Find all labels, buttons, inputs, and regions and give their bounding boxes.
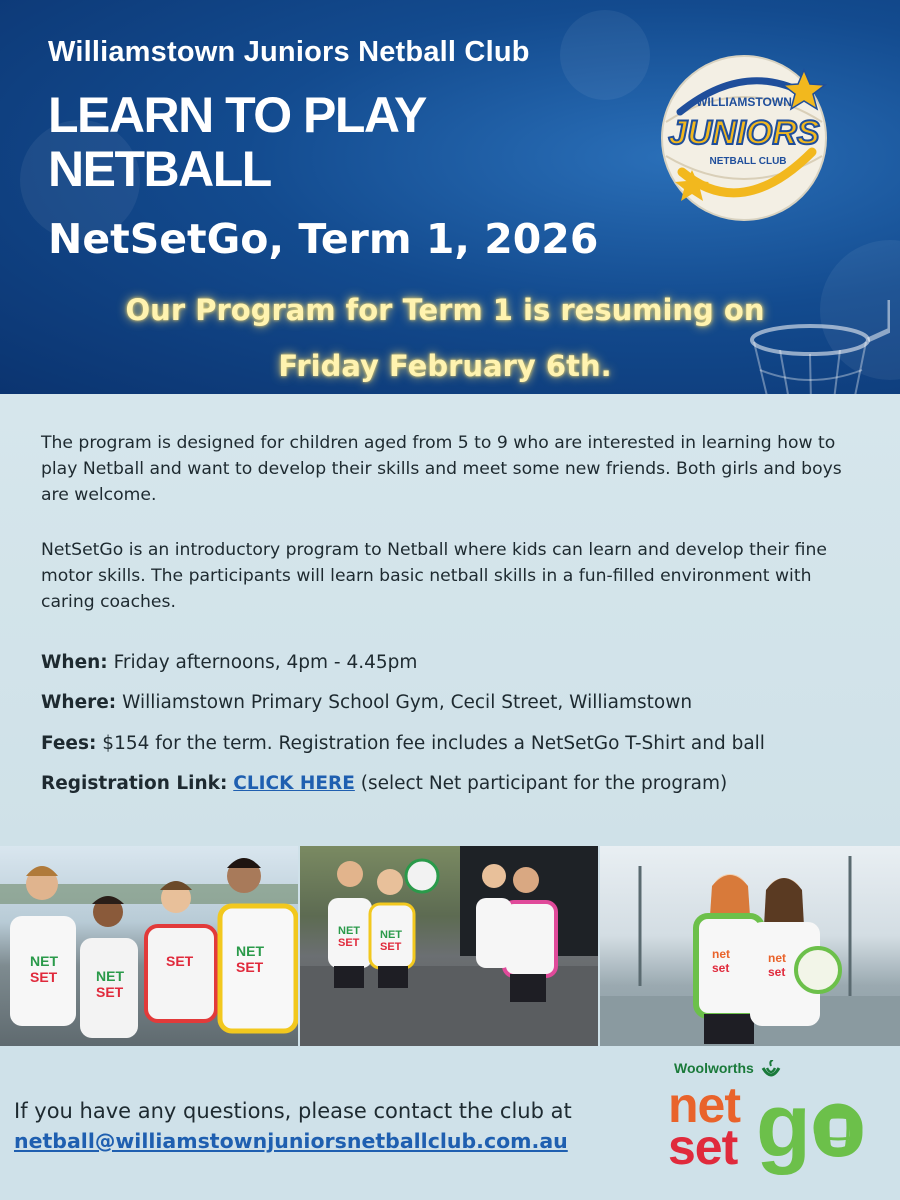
when-label: When: bbox=[41, 652, 108, 673]
svg-text:SET: SET bbox=[236, 959, 264, 975]
svg-text:set: set bbox=[768, 965, 786, 979]
svg-text:NET: NET bbox=[338, 925, 360, 937]
netsetgo-go-word: go bbox=[756, 1078, 866, 1176]
headline-line1: LEARN TO PLAY bbox=[48, 87, 426, 143]
svg-text:SET: SET bbox=[30, 969, 58, 985]
woolworths-logo-icon bbox=[760, 1060, 782, 1080]
two-kids-photo bbox=[600, 846, 900, 1046]
netsetgo-go-graphic bbox=[756, 1078, 866, 1186]
svg-text:SET: SET bbox=[380, 941, 402, 953]
registration-link[interactable]: CLICK HERE bbox=[233, 773, 355, 794]
when-value: Friday afternoons, 4pm - 4.45pm bbox=[113, 652, 418, 673]
woolworths-brand: Woolworths bbox=[674, 1060, 754, 1076]
kids-playing-photo bbox=[300, 846, 598, 1046]
kids-group-illustration bbox=[0, 846, 298, 1046]
header-banner bbox=[0, 0, 900, 394]
resume-line2: Friday February 6th. bbox=[278, 349, 612, 383]
resume-line1: Our Program for Term 1 is resuming on bbox=[125, 293, 765, 327]
where-line bbox=[41, 690, 692, 716]
where-label: Where: bbox=[41, 692, 117, 713]
netsetgo-set-word: set bbox=[668, 1119, 738, 1175]
registration-note: (select Net participant for the program) bbox=[360, 773, 728, 794]
netsetgo-net-word: net bbox=[668, 1077, 740, 1133]
svg-text:SET: SET bbox=[96, 984, 124, 1000]
contact-section bbox=[14, 1096, 572, 1156]
program-description: The program is designed for children aged from 5 to 9 who are interested in learning how to play Netball and want to develop their skills and meet some new friends. Both girls and boys are welcome. bbox=[41, 433, 842, 505]
fees-line bbox=[41, 731, 765, 757]
kids-group-photo bbox=[0, 846, 298, 1046]
badge-bottom-text: NETBALL CLUB bbox=[709, 156, 787, 167]
svg-text:SET: SET bbox=[338, 937, 360, 949]
photo-strip bbox=[0, 846, 900, 1046]
badge-main-text: JUNIORS bbox=[668, 114, 820, 152]
contact-text: If you have any questions, please contact the club at bbox=[14, 1099, 572, 1123]
where-value: Williamstown Primary School Gym, Cecil Street, Williamstown bbox=[122, 692, 693, 713]
netsetgo-description: NetSetGo is an introductory program to Netball where kids can learn and develop their fine motor skills. The participants will learn basic netball skills in a fun-filled environment with caring coaches. bbox=[41, 540, 827, 612]
registration-label: Registration Link: bbox=[41, 773, 228, 794]
svg-text:NET: NET bbox=[30, 953, 58, 969]
svg-text:NET: NET bbox=[380, 929, 402, 941]
svg-text:set: set bbox=[712, 961, 730, 975]
svg-text:NET: NET bbox=[236, 943, 264, 959]
registration-line bbox=[41, 771, 727, 797]
svg-text:net: net bbox=[712, 947, 730, 961]
contact-email-link[interactable]: netball@williamstownjuniorsnetballclub.com.au bbox=[14, 1129, 568, 1153]
club-badge-logo bbox=[652, 52, 836, 224]
bokeh-decoration bbox=[560, 10, 650, 100]
svg-text:net: net bbox=[768, 951, 786, 965]
fees-value: $154 for the term. Registration fee includes a NetSetGo T-Shirt and ball bbox=[102, 733, 765, 754]
when-line bbox=[41, 650, 417, 676]
badge-top-text: WILLIAMSTOWN bbox=[696, 95, 792, 109]
netball-hoop-icon bbox=[740, 300, 890, 394]
program-term: NetSetGo, Term 1, 2026 bbox=[48, 215, 599, 263]
kids-playing-illustration bbox=[300, 846, 598, 1046]
netsetgo-sponsor-logo bbox=[668, 1058, 868, 1188]
two-kids-illustration bbox=[600, 846, 900, 1046]
club-name: Williamstown Juniors Netball Club bbox=[48, 36, 530, 68]
svg-text:NET: NET bbox=[96, 968, 124, 984]
headline-line2: NETBALL bbox=[48, 141, 271, 197]
svg-text:SET: SET bbox=[166, 953, 194, 969]
headline bbox=[48, 88, 568, 196]
fees-label: Fees: bbox=[41, 733, 97, 754]
